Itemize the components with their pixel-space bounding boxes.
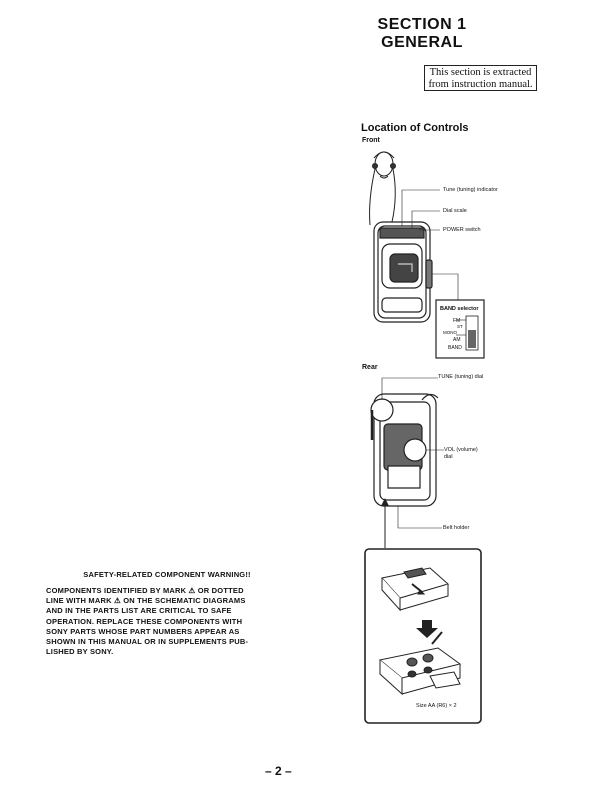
band-st-label: ST [457, 324, 463, 329]
vol-dial-label-1: VOL (volume) [444, 447, 478, 453]
safety-warning-title: SAFETY-RELATED COMPONENT WARNING!! [83, 570, 251, 579]
front-label: Front [362, 137, 380, 144]
warning-line-2: LINE WITH MARK ⚠ ON THE SCHEMATIC DIAGRAMS [46, 596, 246, 606]
warning-line-3: AND IN THE PARTS LIST ARE CRITICAL TO SAFE [46, 606, 232, 616]
belt-holder-label: Belt holder [443, 525, 470, 531]
battery-size-label: Size AA (R6) × 2 [416, 703, 457, 709]
band-mono-label: MONO [443, 330, 457, 335]
section-title: GENERAL [381, 34, 463, 51]
front-radio-illustration [340, 140, 500, 370]
dial-scale-label: Dial scale [443, 208, 467, 214]
extract-note-box [424, 65, 537, 91]
band-am-label: AM [453, 337, 461, 343]
note-line-2: from instruction manual. [428, 79, 533, 90]
band-fm-label: FM [453, 318, 461, 324]
note-line-1: This section is extracted [429, 67, 532, 78]
section-number: SECTION 1 [377, 16, 467, 33]
arrow-up-icon [380, 498, 390, 548]
page-number: – 2 – [265, 764, 292, 778]
power-switch-label: POWER switch [443, 227, 481, 233]
tune-indicator-label: Tune (tuning) indicator [443, 187, 498, 193]
location-of-controls-title: Location of Controls [361, 122, 469, 134]
tune-dial-label: TUNE (tuning) dial [438, 374, 484, 380]
warning-line-4: OPERATION. REPLACE THESE COMPONENTS WITH [46, 616, 243, 626]
band-selector-label: BAND selector [440, 306, 479, 312]
band-band-label: BAND [448, 345, 462, 351]
warning-line-7: LISHED BY SONY. [46, 647, 114, 657]
warning-line-5: SONY PARTS WHOSE PART NUMBERS APPEAR AS [46, 626, 240, 636]
vol-dial-icon [404, 439, 426, 461]
vol-dial-label-2: dial [444, 454, 453, 460]
listener-head-icon [370, 152, 396, 225]
warning-line-1: COMPONENTS IDENTIFIED BY MARK ⚠ OR DOTTED [46, 586, 244, 595]
safety-warning-body [46, 586, 280, 657]
battery-install-panel [364, 548, 482, 724]
rear-label: Rear [362, 364, 378, 371]
radio-front-body [374, 222, 432, 322]
warning-line-6: SHOWN IN THIS MANUAL OR IN SUPPLEMENTS PUB- [46, 637, 249, 647]
